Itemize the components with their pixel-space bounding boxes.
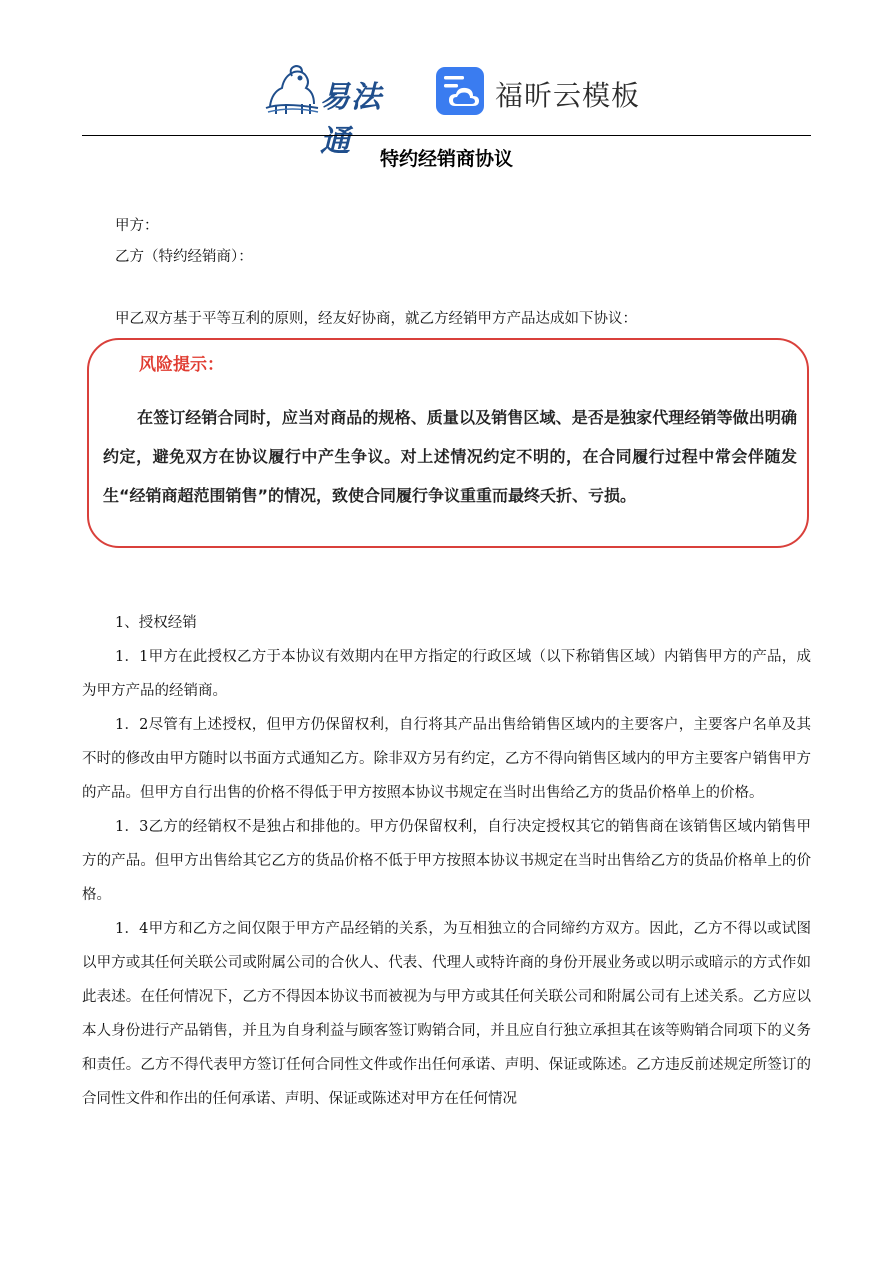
party-a-line: 甲方： xyxy=(115,218,159,234)
header-divider xyxy=(82,135,811,136)
cloud-document-icon xyxy=(435,66,485,116)
risk-notice-box xyxy=(87,338,809,548)
clause-paragraph: 1．2尽管有上述授权，但甲方仍保留权利，自行将其产品出售给销售区域内的主要客户，主要客户名单及其不时的修改由甲方随时以书面方式通知乙方。除非双方另有约定，乙方不得向销售区域内的甲方主要客户销售甲方的产品。但甲方自行出售的价格不得低于甲方按照本协议书规定在当时出售给乙方的货品价格单上的价格。 xyxy=(82,717,811,801)
contract-body xyxy=(82,606,811,1116)
clause-paragraph: 1．3乙方的经销权不是独占和排他的。甲方仍保留权利，自行决定授权其它的销售商在该销售区域内销售甲方的产品。但甲方出售给其它乙方的货品价格不低于甲方按照本协议书规定在当时出售给乙方的货品价格单上的价格。 xyxy=(82,819,811,903)
fuxin-logo-text: 福昕云模板 xyxy=(495,79,641,112)
fuxin-logo xyxy=(435,62,645,118)
clause-paragraph: 1．1甲方在此授权乙方于本协议有效期内在甲方指定的行政区域（以下称销售区域）内销售甲方的产品，成为甲方产品的经销商。 xyxy=(82,649,811,699)
yifatong-logo-text: 易法通 xyxy=(320,80,382,159)
section-heading: 1、授权经销 xyxy=(115,615,197,631)
risk-notice-body: 在签订经销合同时，应当对商品的规格、质量以及销售区域、是否是独家代理经销等做出明确约定，避免双方在协议履行中产生争议。对上述情况约定不明的，在合同履行过程中常会伴随发生“经销商超范围销售”的情况，致使合同履行争议重重而最终夭折、亏损。 xyxy=(103,408,797,505)
party-b-line: 乙方（特约经销商）： xyxy=(115,249,253,265)
clause-paragraph: 1．4甲方和乙方之间仅限于甲方产品经销的关系，为互相独立的合同缔约方双方。因此，乙方不得以或试图以甲方或其任何关联公司或附属公司的合伙人、代表、代理人或特许商的身份开展业务或以明示或暗示的方式作如此表述。在任何情况下，乙方不得因本协议书而被视为与甲方或其任何关联公司和附属公司有上述关系。乙方应以本人身份进行产品销售，并且为自身利益与顾客签订购销合同，并且应自行独立承担其在该等购销合同项下的义务和责任。乙方不得代表甲方签订任何合同性文件或作出任何承诺、声明、保证或陈述。乙方违反前述规定所签订的合同性文件和作出的任何承诺、声明、保证或陈述对甲方在任何情况 xyxy=(82,921,811,1107)
intro-paragraph: 甲乙双方基于平等互利的原则，经友好协商，就乙方经销甲方产品达成如下协议： xyxy=(115,311,637,327)
yifatong-logo xyxy=(262,62,412,159)
lion-emblem-icon xyxy=(262,62,322,118)
document-title: 特约经销商协议 xyxy=(379,148,513,170)
risk-notice-title: 风险提示： xyxy=(139,355,224,375)
